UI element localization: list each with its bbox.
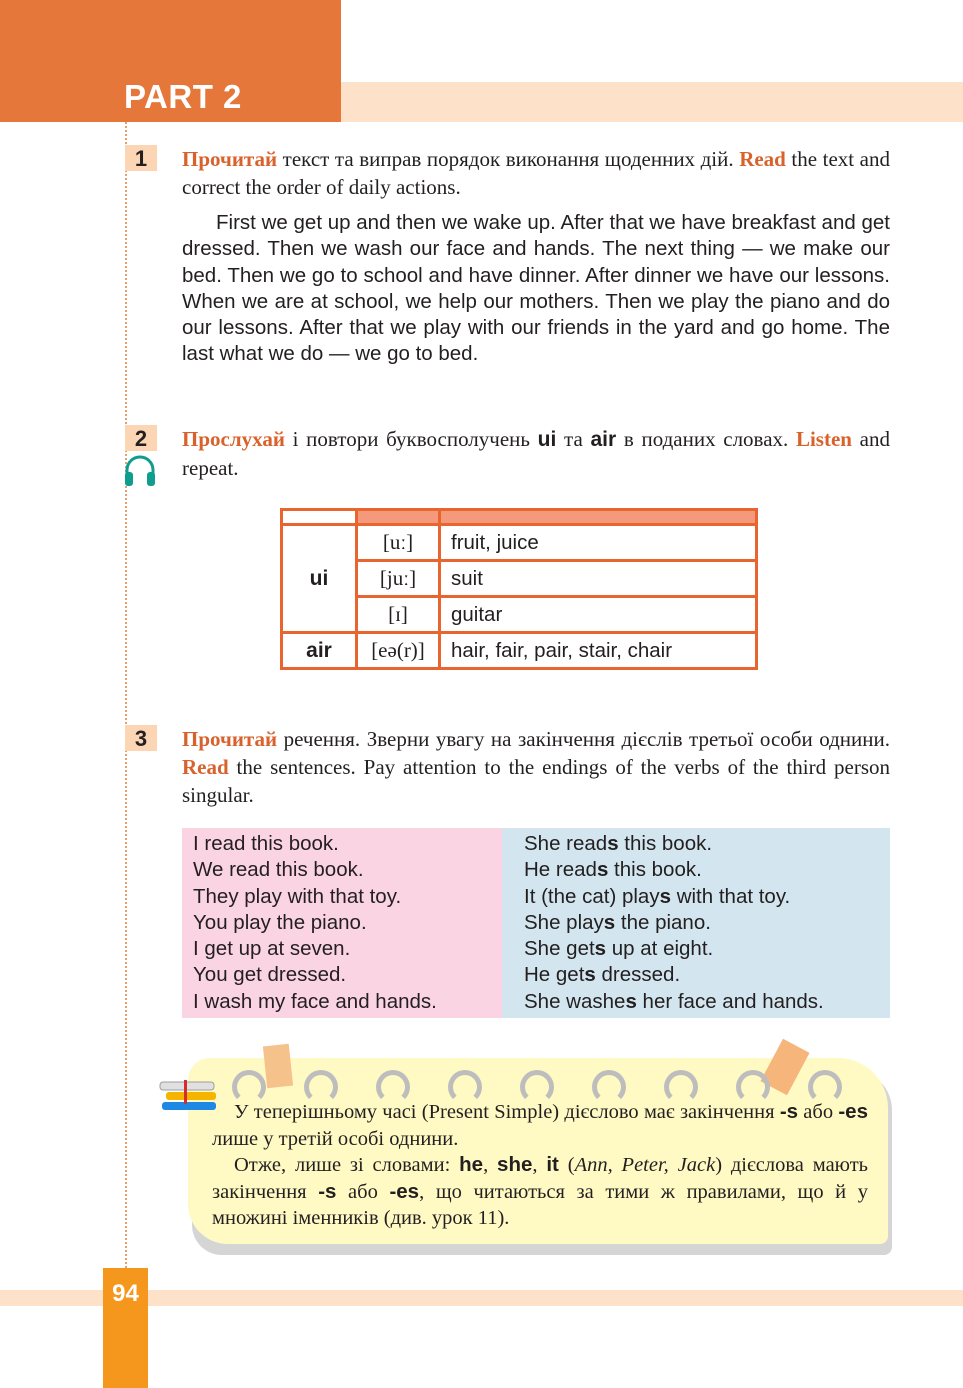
rule-paragraph-1 <box>212 1099 868 1152</box>
task2-bold-ui: ui <box>537 428 557 451</box>
sentences-singular-panel <box>502 828 890 1018</box>
rule-ending-es: -es <box>838 1100 868 1123</box>
books-icon <box>158 1078 220 1118</box>
sentence-part: the piano. <box>615 910 711 934</box>
rule-text: У теперішньому часі (Present Simple) дієслово має закінчення <box>234 1101 780 1123</box>
pronoun-she: she <box>497 1153 533 1176</box>
task3-instruction <box>182 725 890 809</box>
task-number-2: 2 <box>125 425 157 451</box>
sentence-part: up at eight. <box>606 937 714 961</box>
rule-text: Отже, лише зі словами: <box>234 1154 460 1176</box>
sentence-right <box>524 910 824 936</box>
verb-ending: s <box>625 989 637 1013</box>
sentence-right <box>524 831 824 857</box>
task3-text-ua: речення. Зверни увагу на закінчення дієслів третьої особи однини. <box>277 727 890 751</box>
sentence-right <box>524 989 824 1015</box>
rule-ending-s: -s <box>779 1100 799 1123</box>
rule-ending-s: -s <box>318 1179 337 1203</box>
task3-keyword-ua: Прочитай <box>182 727 278 751</box>
sound-cell: [eə(r)] <box>357 633 440 669</box>
sentence-part: He get <box>524 963 585 987</box>
sentences-plural-panel <box>182 828 502 1018</box>
task2-text-ua-1: і повтори буквосполучень <box>284 427 538 451</box>
margin-dotted-line <box>125 122 127 1272</box>
task3-keyword-en: Read <box>182 755 229 779</box>
verb-ending: s <box>596 858 609 882</box>
task2-instruction <box>182 425 890 482</box>
rule-text: або <box>798 1101 839 1123</box>
task2-text-en: and repeat. <box>182 427 890 480</box>
headphones-icon[interactable] <box>123 454 157 488</box>
task2-keyword-en: Listen <box>795 427 852 451</box>
sentence-part: She washe <box>524 989 626 1013</box>
table-row <box>282 633 757 669</box>
rule-text: ) дієслова мають закінчення <box>212 1154 869 1203</box>
rule-text: , що читаються за тими ж правилами, що й у множині іменників (див. урок 11). <box>212 1180 869 1229</box>
sentence-left: I get up at seven. <box>193 937 351 961</box>
rule-text: ( <box>558 1154 575 1176</box>
phonics-table-header <box>282 510 757 525</box>
sentence-part: dressed. <box>595 963 681 987</box>
pronoun-he: he <box>459 1153 484 1176</box>
sentence-left: You get dressed. <box>193 963 347 987</box>
header-cell <box>440 510 757 525</box>
pronoun-it: it <box>546 1153 559 1176</box>
verb-ending: s <box>584 963 596 987</box>
task1-keyword-ua: Прочитай <box>182 147 278 171</box>
task2-text-ua-3: в поданих словах. <box>616 427 796 451</box>
sentence-left: They play with that toy. <box>193 884 402 908</box>
task-number-1: 1 <box>125 145 157 171</box>
rule-ending-es: -es <box>389 1179 420 1203</box>
header-band <box>341 82 963 122</box>
verb-ending: s <box>659 884 671 908</box>
sentence-right <box>524 962 824 988</box>
rule-paragraph-2 <box>212 1152 868 1232</box>
words-cell: suit <box>440 561 757 597</box>
sentence-part: her face and hands. <box>636 989 824 1013</box>
words-cell: guitar <box>440 597 757 633</box>
sentence-right <box>524 936 824 962</box>
sound-cell: [ɪ] <box>357 597 440 633</box>
task1-reading-text: First we get up and then we wake up. After that we have breakfast and get dressed. Then we wash our face and hands. The next thing — we make our bed. Then we go to school and have dinner. After dinner we have our lessons. When we are at school, we help our mothers. Then we play the piano and do our lessons. After that we play with our friends in the yard and go home. The last what we do — we go to bed. <box>182 211 890 366</box>
task2-text-ua-2: та <box>556 427 591 451</box>
page-number: 94 <box>112 1280 139 1307</box>
task1-text-en: the text and correct the order of daily actions. <box>182 147 890 199</box>
sentence-part: She play <box>524 910 604 934</box>
part-title: PART 2 <box>124 78 242 115</box>
sentence-right <box>524 884 824 910</box>
example-names: Ann, Peter, Jack <box>574 1154 716 1176</box>
group-ui: ui <box>282 525 357 633</box>
sentence-part: It (the cat) play <box>524 884 660 908</box>
table-row <box>282 525 757 561</box>
sentence-left: I read this book. <box>193 832 339 855</box>
rule-text: , <box>532 1154 547 1176</box>
task-number-3: 3 <box>125 725 157 751</box>
sound-cell: [uː] <box>357 525 440 561</box>
group-air: air <box>282 633 357 669</box>
words-cell: hair, fair, pair, stair, chair <box>440 633 757 669</box>
rule-note-text <box>212 1099 868 1232</box>
task1-instruction <box>182 145 890 201</box>
sentence-left: We read this book. <box>193 858 364 882</box>
task2-keyword-ua: Прослухай <box>182 427 285 451</box>
sentence-left: You play the piano. <box>193 910 367 934</box>
task2-bold-air: air <box>590 428 617 451</box>
task3-text-en: the sentences. Pay attention to the endings of the verbs of the third person singular. <box>182 755 890 807</box>
sentence-right <box>524 857 824 883</box>
header-cell <box>357 510 440 525</box>
words-cell: fruit, juice <box>440 525 757 561</box>
rule-text: або <box>336 1180 390 1203</box>
sentence-part: She get <box>524 937 595 961</box>
phonics-table <box>280 508 758 688</box>
task1-text-ua: текст та виправ порядок виконання щоденних дій. <box>277 147 740 171</box>
rule-text: лише у третій особі однини. <box>212 1127 459 1150</box>
rule-text: , <box>483 1154 498 1176</box>
sentence-part: this book. <box>608 858 702 882</box>
verb-ending: s <box>607 832 619 855</box>
header-cell <box>282 510 357 525</box>
sound-cell: [juː] <box>357 561 440 597</box>
verb-ending: s <box>603 910 616 934</box>
task1-keyword-en: Read <box>739 147 786 171</box>
sentence-part: with that toy. <box>671 884 791 908</box>
sentence-part: He read <box>524 858 597 882</box>
sentence-left: I wash my face and hands. <box>193 989 437 1013</box>
verb-ending: s <box>594 937 607 961</box>
sentence-part: this book. <box>618 832 713 855</box>
tape-decoration <box>263 1044 293 1088</box>
sentence-part: She read <box>524 832 608 855</box>
